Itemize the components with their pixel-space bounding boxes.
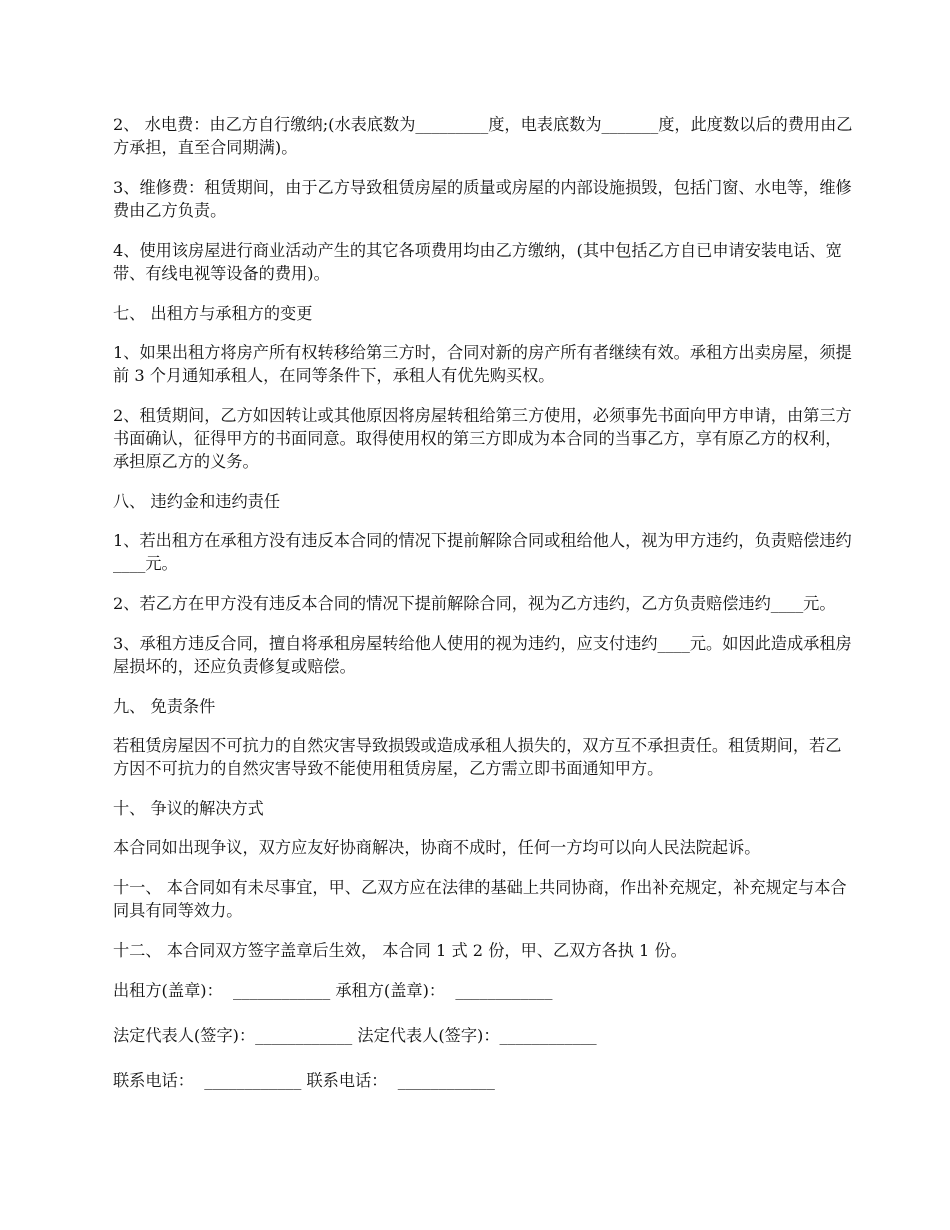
section-7-item-1: 1、如果出租方将房产所有权转移给第三方时，合同对新的房产所有者继续有效。承租方出卖房屋，须提前 3 个月通知承租人，在同等条件下，承租人有优先购买权。 (113, 343, 852, 385)
section-8-heading: 八、 违约金和违约责任 (113, 492, 281, 511)
clause-repair-fee: 3、维修费：租赁期间，由于乙方导致租赁房屋的质量或房屋的内部设施损毁，包括门窗、水电等，维修费由乙方负责。 (113, 178, 852, 220)
signature-phone-line: 联系电话： ____________ 联系电话： ____________ (113, 1071, 495, 1090)
section-7-heading: 七、 出租方与承租方的变更 (113, 304, 313, 323)
section-8-item-2: 2、若乙方在甲方没有违反本合同的情况下提前解除合同，视为乙方违约，乙方负责赔偿违约____元。 (113, 594, 836, 613)
section-8-item-1: 1、若出租方在承租方没有违反本合同的情况下提前解除合同或租给他人，视为甲方违约，负责赔偿违约____元。 (113, 531, 852, 573)
section-11-clause: 十一、 本合同如有未尽事宜，甲、乙双方应在法律的基础上共同协商，作出补充规定，补充规定与本合同具有同等效力。 (113, 878, 847, 920)
section-10-body: 本合同如出现争议，双方应友好协商解决，协商不成时，任何一方均可以向人民法院起诉。 (113, 838, 761, 857)
clause-other-fees: 4、使用该房屋进行商业活动产生的其它各项费用均由乙方缴纳，(其中包括乙方自已申请安装电话、宽带、有线电视等设备的费用)。 (113, 241, 842, 283)
section-9-body: 若租赁房屋因不可抗力的自然灾害导致损毁或造成承租人损失的，双方互不承担责任。租赁期间，若乙方因不可抗力的自然灾害导致不能使用租赁房屋，乙方需立即书面通知甲方。 (113, 736, 842, 778)
section-12-clause: 十二、 本合同双方签字盖章后生效， 本合同 1 式 2 份，甲、乙双方各执 1 份。 (113, 941, 687, 960)
section-7-item-2: 2、租赁期间，乙方如因转让或其他原因将房屋转租给第三方使用，必须事先书面向甲方申请，由第三方书面确认，征得甲方的书面同意。取得使用权的第三方即成为本合同的当事乙方，享有原乙方的权利，承担原乙方的义务。 (113, 406, 852, 471)
contract-page (113, 113, 855, 1114)
section-9-heading: 九、 免责条件 (113, 697, 216, 716)
section-8-item-3: 3、承租方违反合同，擅自将承租房屋转给他人使用的视为违约，应支付违约____元。如因此造成承租房屋损坏的，还应负责修复或赔偿。 (113, 634, 852, 676)
signature-seal-line: 出租方(盖章)： ____________ 承租方(盖章)： ____________ (113, 981, 553, 1000)
signature-representative-line: 法定代表人(签字)：____________ 法定代表人(签字)：____________ (113, 1026, 597, 1045)
clause-utilities-fee: 2、 水电费：由乙方自行缴纳;(水表底数为_________度，电表底数为_______度，此度数以后的费用由乙方承担，直至合同期满)。 (113, 115, 853, 157)
section-10-heading: 十、 争议的解决方式 (113, 799, 264, 818)
